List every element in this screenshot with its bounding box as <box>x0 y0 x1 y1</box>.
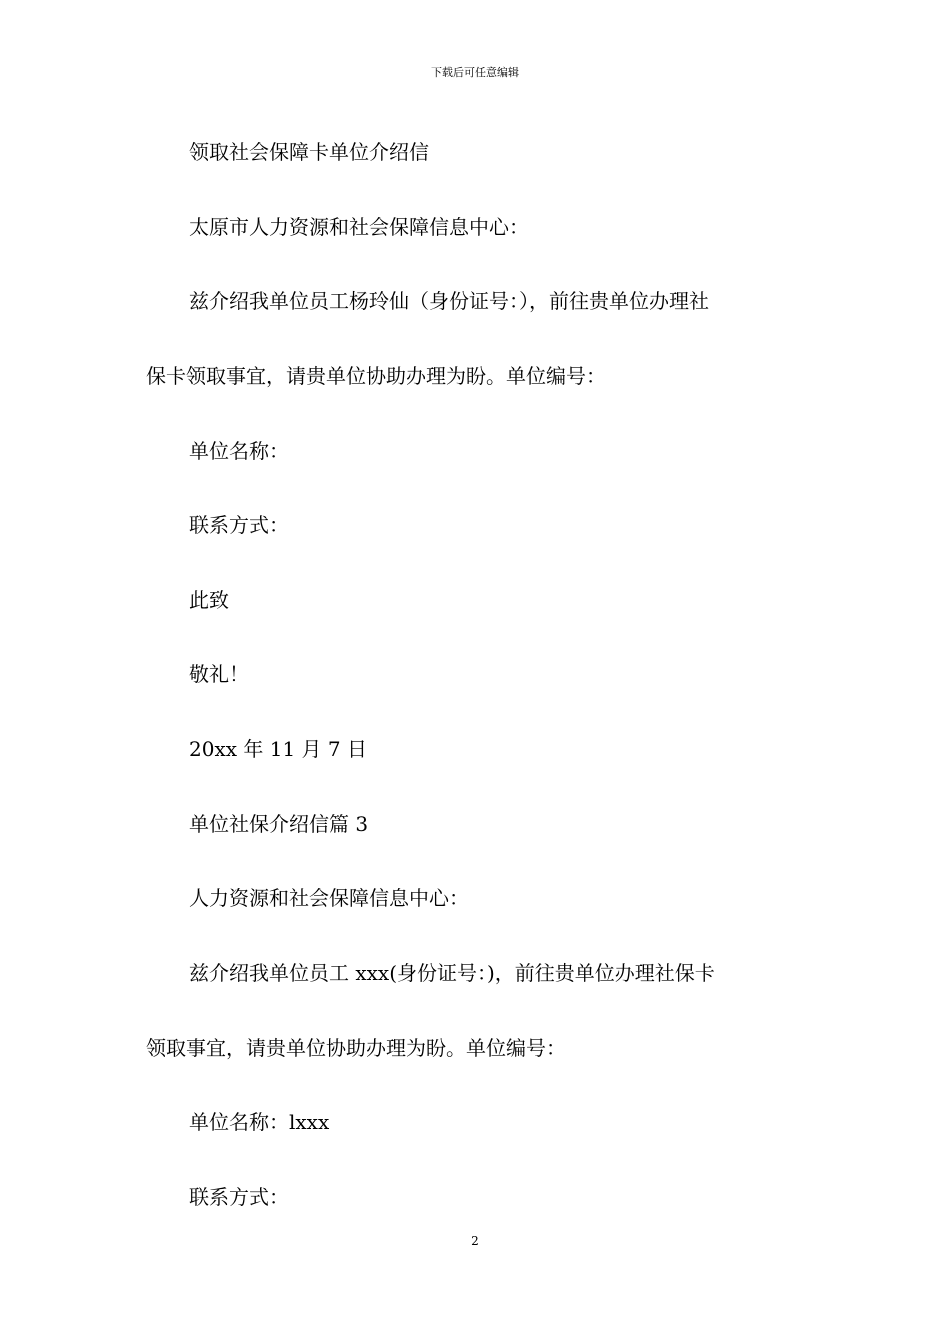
body-paragraph-line: 保卡领取事宜，请贵单位协助办理为盼。单位编号： <box>146 364 606 388</box>
body-paragraph-line: 兹介绍我单位员工杨玲仙（身份证号：），前往贵单位办理社 <box>189 289 709 313</box>
contact-line: 联系方式： <box>189 513 289 537</box>
section-title: 单位社保介绍信篇 3 <box>189 812 369 836</box>
recipient-line: 人力资源和社会保障信息中心： <box>189 886 469 910</box>
unit-name-line: 单位名称：lxxx <box>189 1110 330 1134</box>
unit-name-line: 单位名称： <box>189 439 289 463</box>
page-header: 下载后可任意编辑 <box>431 66 519 79</box>
date-line: 20xx 年 11 月 7 日 <box>189 737 367 761</box>
page-number: 2 <box>471 1234 479 1248</box>
closing-line: 此致 <box>189 588 229 612</box>
salutation-line: 敬礼！ <box>189 662 249 686</box>
contact-line: 联系方式： <box>189 1185 289 1209</box>
recipient-line: 太原市人力资源和社会保障信息中心： <box>189 215 529 239</box>
body-paragraph-line: 领取事宜，请贵单位协助办理为盼。单位编号： <box>146 1036 566 1060</box>
letter-title: 领取社会保障卡单位介绍信 <box>189 140 429 164</box>
body-paragraph-line: 兹介绍我单位员工 xxx(身份证号：)，前往贵单位办理社保卡 <box>189 961 715 985</box>
